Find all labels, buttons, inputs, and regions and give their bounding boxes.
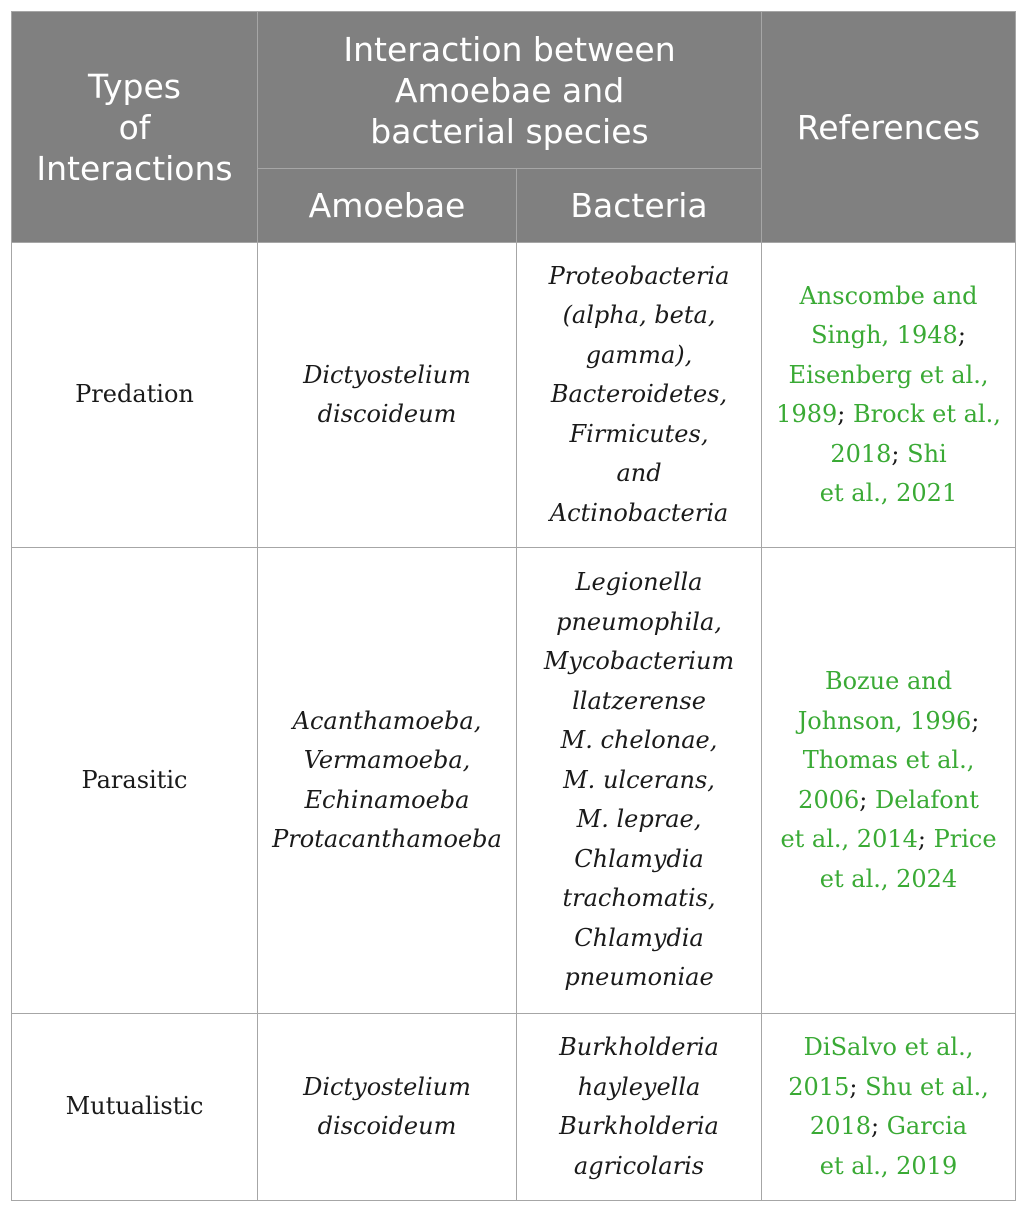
bacteria-name-line: Chlamydia xyxy=(574,923,704,952)
reference-line xyxy=(772,1147,1005,1187)
reference-separator: ; xyxy=(971,706,980,735)
bacteria-name-line: pneumoniae xyxy=(564,963,714,992)
header-line: Amoebae and xyxy=(394,70,625,110)
bacteria-name-line: Legionella xyxy=(575,568,703,597)
reference-line xyxy=(772,474,1005,514)
reference-link[interactable]: Eisenberg et al., xyxy=(788,360,989,389)
bacteria-name-line: M. ulcerans, xyxy=(563,765,715,794)
reference-link[interactable]: Shi xyxy=(907,439,947,468)
interaction-type-cell: Parasitic xyxy=(12,548,258,1014)
reference-link[interactable]: 2018 xyxy=(809,1112,871,1140)
reference-line xyxy=(772,662,1005,702)
table-row xyxy=(12,1014,1016,1201)
bacteria-name-line: agricolaris xyxy=(573,1151,705,1180)
reference-link[interactable]: Delafont xyxy=(874,785,979,814)
amoebae-name-line: Dictyostelium xyxy=(303,1072,471,1101)
reference-link[interactable]: Bozue and xyxy=(824,667,953,695)
reference-link[interactable]: Anscombe and xyxy=(799,281,978,310)
reference-link[interactable]: et al., 2021 xyxy=(819,479,958,507)
reference-link[interactable]: Brock et al., xyxy=(852,400,1001,428)
header-line: Interaction between xyxy=(343,29,676,69)
bacteria-name-line: and xyxy=(616,459,662,488)
bacteria-name-line: Chlamydia xyxy=(574,844,704,873)
header-amoebae: Amoebae xyxy=(258,169,517,243)
reference-line xyxy=(772,781,1005,821)
header-line: Types xyxy=(88,66,181,106)
table-row xyxy=(12,548,1016,1014)
amoebae-cell xyxy=(258,243,517,548)
reference-link[interactable]: 1989 xyxy=(776,400,838,428)
amoebae-name-line: discoideum xyxy=(317,1112,457,1140)
bacteria-name-line: Proteobacteria xyxy=(548,261,730,290)
references-cell xyxy=(762,1014,1016,1201)
reference-separator: ; xyxy=(917,825,934,853)
reference-line xyxy=(772,435,1005,475)
amoebae-name-line: Dictyostelium xyxy=(303,360,471,389)
interactions-table xyxy=(11,11,1016,1201)
reference-line xyxy=(772,1068,1005,1108)
header-interaction-group xyxy=(258,12,762,169)
reference-separator: ; xyxy=(957,321,966,349)
bacteria-cell xyxy=(517,1014,762,1201)
amoebae-name-line: Vermamoeba, xyxy=(303,746,471,774)
reference-separator: ; xyxy=(891,439,908,468)
amoebae-name-line: Acanthamoeba, xyxy=(292,706,482,735)
header-references: References xyxy=(762,12,1016,243)
reference-link[interactable]: 2015 xyxy=(788,1072,850,1101)
interaction-type-cell: Predation xyxy=(12,243,258,548)
reference-link[interactable]: Thomas et al., xyxy=(802,746,975,774)
header-types-of-interactions xyxy=(12,12,258,243)
bacteria-name-line: pneumophila, xyxy=(556,607,722,636)
reference-link[interactable]: DiSalvo et al., xyxy=(803,1033,974,1061)
reference-link[interactable]: Price xyxy=(933,825,997,853)
references-cell xyxy=(762,548,1016,1014)
reference-link[interactable]: Singh, 1948 xyxy=(811,321,958,349)
amoebae-cell xyxy=(258,548,517,1014)
bacteria-cell xyxy=(517,243,762,548)
reference-separator: ; xyxy=(837,400,853,428)
reference-line xyxy=(772,356,1005,396)
reference-link[interactable]: et al., 2019 xyxy=(819,1151,958,1180)
table-body xyxy=(12,243,1016,1201)
reference-link[interactable]: Shu et al., xyxy=(865,1072,989,1101)
bacteria-name-line: trachomatis, xyxy=(562,884,716,913)
bacteria-name-line: M. leprae, xyxy=(576,805,702,834)
amoebae-cell xyxy=(258,1014,517,1201)
amoebae-name-line: Echinamoeba xyxy=(304,785,470,814)
reference-line xyxy=(772,1107,1005,1147)
header-line: Interactions xyxy=(36,148,233,188)
table-row xyxy=(12,243,1016,548)
header-line: bacterial species xyxy=(370,111,649,151)
reference-line xyxy=(772,741,1005,781)
reference-line xyxy=(772,702,1005,742)
reference-link[interactable]: 2018 xyxy=(830,439,892,468)
bacteria-name-line: (alpha, beta, xyxy=(562,301,716,330)
bacteria-name-line: llatzerense xyxy=(572,686,706,715)
amoebae-name-line: discoideum xyxy=(317,400,457,428)
bacteria-name-line: Burkholderia xyxy=(559,1112,719,1140)
interaction-type-cell: Mutualistic xyxy=(12,1014,258,1201)
reference-line xyxy=(772,820,1005,860)
header-line: of xyxy=(118,107,151,147)
reference-link[interactable]: Garcia xyxy=(886,1112,968,1140)
bacteria-name-line: gamma), xyxy=(585,340,693,369)
reference-link[interactable]: et al., 2014 xyxy=(780,825,918,853)
bacteria-name-line: hayleyella xyxy=(577,1072,701,1101)
reference-line xyxy=(772,316,1005,356)
header-bacteria: Bacteria xyxy=(517,169,762,243)
references-cell xyxy=(762,243,1016,548)
reference-link[interactable]: Johnson, 1996 xyxy=(797,706,972,735)
amoebae-name-line: Protacanthamoeba xyxy=(272,825,502,853)
bacteria-name-line: Firmicutes, xyxy=(569,419,709,448)
reference-line xyxy=(772,1028,1005,1068)
reference-line xyxy=(772,860,1005,900)
bacteria-name-line: M. chelonae, xyxy=(560,726,718,755)
bacteria-cell xyxy=(517,548,762,1014)
reference-line xyxy=(772,277,1005,317)
reference-link[interactable]: et al., 2024 xyxy=(819,864,958,893)
bacteria-name-line: Burkholderia xyxy=(559,1033,719,1061)
bacteria-name-line: Mycobacterium xyxy=(543,647,735,676)
reference-separator: ; xyxy=(859,785,875,814)
bacteria-name-line: Bacteroidetes, xyxy=(550,380,728,409)
header-row-1 xyxy=(12,12,1016,169)
reference-separator: ; xyxy=(871,1112,887,1140)
reference-separator: ; xyxy=(849,1072,866,1101)
reference-link[interactable]: 2006 xyxy=(798,785,860,814)
bacteria-name-line: Actinobacteria xyxy=(549,498,729,527)
reference-line xyxy=(772,395,1005,435)
